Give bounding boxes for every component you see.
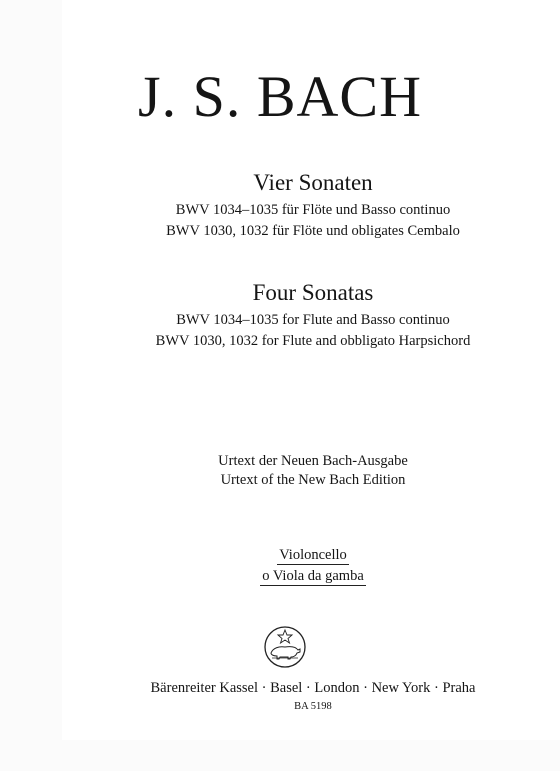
composer-name: J. S. BACH: [138, 64, 422, 129]
german-line-2: BWV 1030, 1032 für Flöte und obligates Cembalo: [166, 223, 460, 239]
english-line-1: BWV 1034–1035 for Flute and Basso continuo: [176, 312, 450, 328]
english-title-block: [66, 280, 560, 352]
instrument-line-1: Violoncello: [279, 547, 347, 563]
german-line-1: BWV 1034–1035 für Flöte und Basso continuo: [175, 202, 451, 218]
catalog-number: BA 5198: [294, 701, 332, 712]
edition-line-en: Urtext of the New Bach Edition: [220, 472, 406, 488]
german-title: Vier Sonaten: [253, 170, 373, 195]
instrument-line-2: o Viola da gamba: [262, 568, 364, 584]
english-title: Four Sonatas: [252, 280, 374, 305]
german-title-block: [66, 170, 560, 242]
edition-block: [66, 452, 560, 490]
english-line-2: BWV 1030, 1032 for Flute and obbligato Harpsichord: [155, 333, 471, 349]
publisher-cities: Bärenreiter Kassel · Basel · London · New York · Praha: [150, 680, 476, 696]
edition-line-de: Urtext der Neuen Bach-Ausgabe: [218, 453, 408, 469]
instrument-block: [66, 546, 560, 586]
publisher-block: [66, 678, 560, 714]
bear-seal-emblem-icon: [258, 624, 312, 670]
